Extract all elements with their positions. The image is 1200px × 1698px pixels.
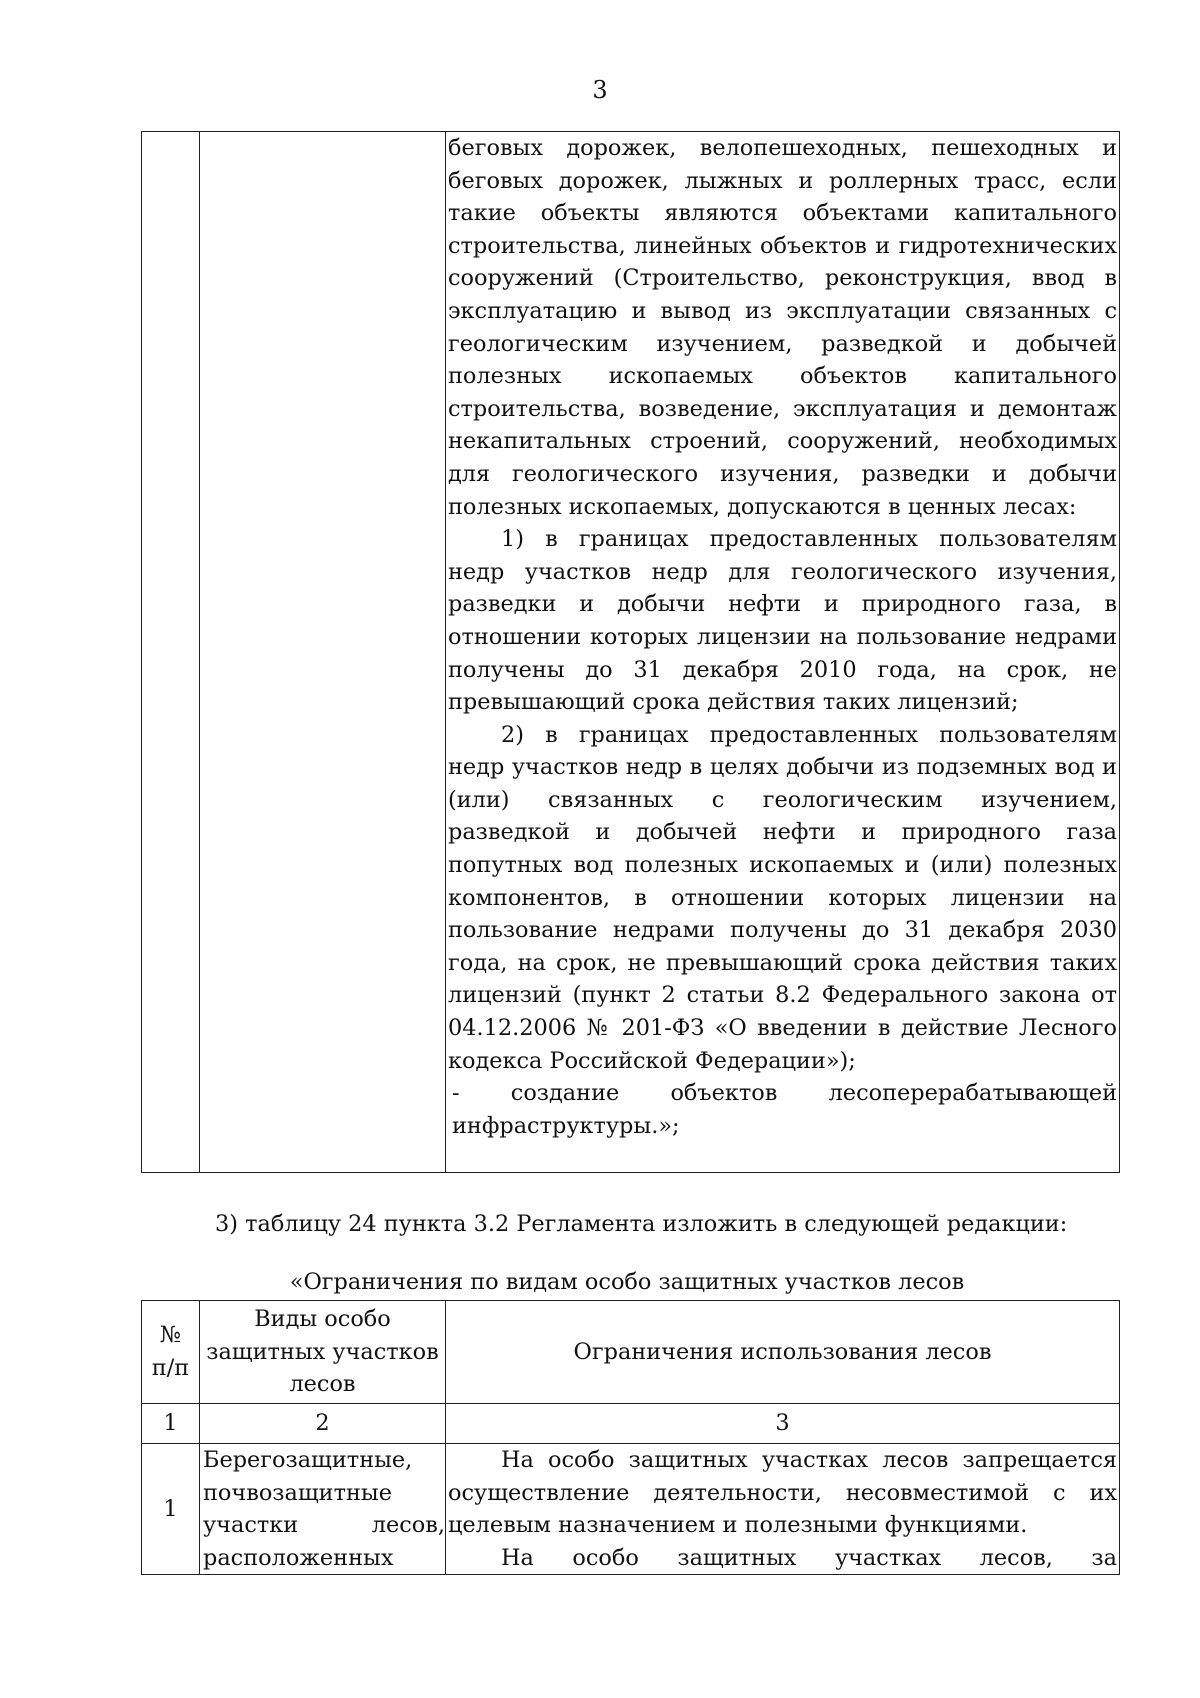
restrictions-table <box>141 1300 1120 1575</box>
row1-restriction-paragraph: На особо защитных участках лесов, за <box>501 1544 1117 1571</box>
header-types: Виды особо защитных участков лесов <box>200 1301 446 1404</box>
row1-type-line: расположенных <box>203 1544 394 1571</box>
table1-type-cell <box>200 132 446 1173</box>
row1-type-line: почвозащитные <box>203 1479 392 1506</box>
page-number: 3 <box>592 76 608 104</box>
table-caption: «Ограничения по видам особо защитных участков лесов <box>289 1269 965 1295</box>
table1-dash-line: - создание объектов лесоперерабатывающей <box>452 1080 1117 1107</box>
amendment-instruction: 3) таблицу 24 пункта 3.2 Регламента изложить в следующей редакции: <box>215 1211 1068 1237</box>
table1-paragraph-intro: беговых дорожек, велопешеходных, пешеходных и беговых дорожек, лыжных и роллерных трасс, если такие объекты являются объектами капитального строительства, линейных объектов и гидротехнических сооружений (Строительство, реконструкция, ввод в эксплуатацию и вывод из эксплуатации связанных с геологическим изучением, разведкой и добычей полезных ископаемых объектов капитального строительства, возведение, эксплуатация и демонтаж некапитальных строений, сооружений, необходимых для геологического изучения, разведки и добычи полезных ископаемых, допускаются в ценных лесах: <box>448 135 1117 520</box>
table1-num-cell <box>142 132 200 1173</box>
col-number-3: 3 <box>446 1404 1120 1444</box>
row1-type-line: Берегозащитные, <box>203 1447 413 1473</box>
table1-dash-tail: инфраструктуры.»; <box>452 1112 680 1139</box>
col-number-2: 2 <box>200 1404 446 1444</box>
table1-paragraph-item-2: 2) в границах предоставленных пользователям недр участков недр в целях добычи из подземных вод и (или) связанных с геологическим изучением, разведкой и добычей нефти и природного газа попутных вод полезных ископаемых и (или) полезных компонентов, в отношении которых лицензии на пользование недрами получены до 31 декабря 2030 года, на срок, не превышающий срока действия таких лицензий (пункт 2 статьи 8.2 Федерального закона от 04.12.2006 № 201-ФЗ «О введении в действие Лесного кодекса Российской Федерации»); <box>448 721 1117 1074</box>
row1-type-line: участки лесов, <box>203 1512 445 1539</box>
header-num: № п/п <box>142 1301 200 1404</box>
table1-paragraph-item-1: 1) в границах предоставленных пользователям недр участков недр для геологического изучения, разведки и добычи нефти и природного газа, в отношении которых лицензии на пользование недрами получены до 31 декабря 2010 года, на срок, не превышающий срока действия таких лицензий; <box>448 526 1117 716</box>
row1-type <box>200 1444 446 1575</box>
table1-restrictions-cell <box>446 132 1120 1173</box>
row1-restriction-paragraph: На особо защитных участках лесов запрещается осуществление деятельности, несовместимой с их целевым назначением и полезными функциями. <box>448 1447 1117 1539</box>
header-restrictions: Ограничения использования лесов <box>446 1301 1120 1404</box>
col-number-1: 1 <box>142 1404 200 1444</box>
row1-num: 1 <box>142 1444 200 1575</box>
continuation-table <box>141 131 1120 1173</box>
row1-restrictions <box>446 1444 1120 1575</box>
